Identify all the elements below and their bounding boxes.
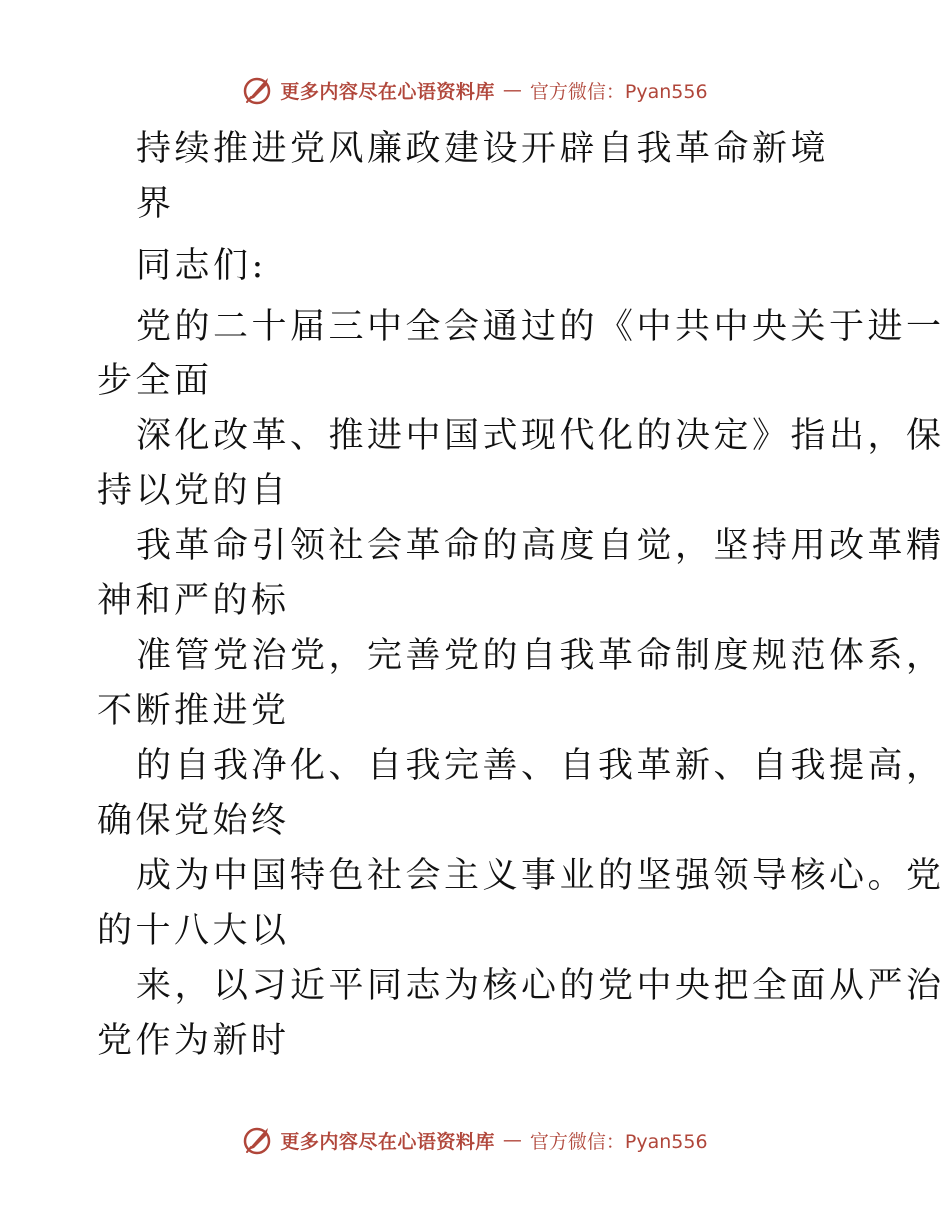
quill-pen-logo-icon bbox=[242, 74, 274, 106]
header-banner bbox=[0, 70, 950, 110]
banner-dash: — bbox=[502, 79, 522, 101]
quill-pen-logo-icon bbox=[242, 1124, 274, 1156]
body-line: 的自我净化、自我完善、自我革新、自我提高， bbox=[136, 746, 945, 786]
body-line: 确保党始终 bbox=[97, 801, 290, 841]
banner-wechat: 官方微信：Pyan556 bbox=[529, 1130, 708, 1153]
body-line: 深化改革、推进中国式现代化的决定》指出，保 bbox=[136, 416, 945, 456]
body-line: 来，以习近平同志为核心的党中央把全面从严治 bbox=[136, 966, 945, 1006]
body-line: 神和严的标 bbox=[97, 581, 290, 621]
body-line: 步全面 bbox=[97, 361, 213, 401]
footer-banner bbox=[0, 1120, 950, 1160]
banner-wechat: 官方微信：Pyan556 bbox=[529, 80, 708, 103]
banner-slogan: 更多内容尽在心语资料库 bbox=[280, 80, 495, 103]
title-line-1: 持续推进党风廉政建设开辟自我革命新境 bbox=[136, 129, 830, 169]
title-line-2: 界 bbox=[136, 184, 175, 224]
body-line: 持以党的自 bbox=[97, 471, 290, 511]
banner-dash: — bbox=[502, 1129, 522, 1151]
body-line: 我革命引领社会革命的高度自觉，坚持用改革精 bbox=[136, 526, 945, 566]
salutation: 同志们: bbox=[136, 246, 267, 286]
body-line: 准管党治党，完善党的自我革命制度规范体系， bbox=[136, 636, 945, 676]
banner-slogan: 更多内容尽在心语资料库 bbox=[280, 1130, 495, 1153]
body-line: 成为中国特色社会主义事业的坚强领导核心。党 bbox=[136, 856, 945, 896]
body-line: 不断推进党 bbox=[97, 691, 290, 731]
body-line: 党作为新时 bbox=[97, 1021, 290, 1061]
body-line: 党的二十届三中全会通过的《中共中央关于进一 bbox=[136, 307, 945, 347]
body-line: 的十八大以 bbox=[97, 911, 290, 951]
